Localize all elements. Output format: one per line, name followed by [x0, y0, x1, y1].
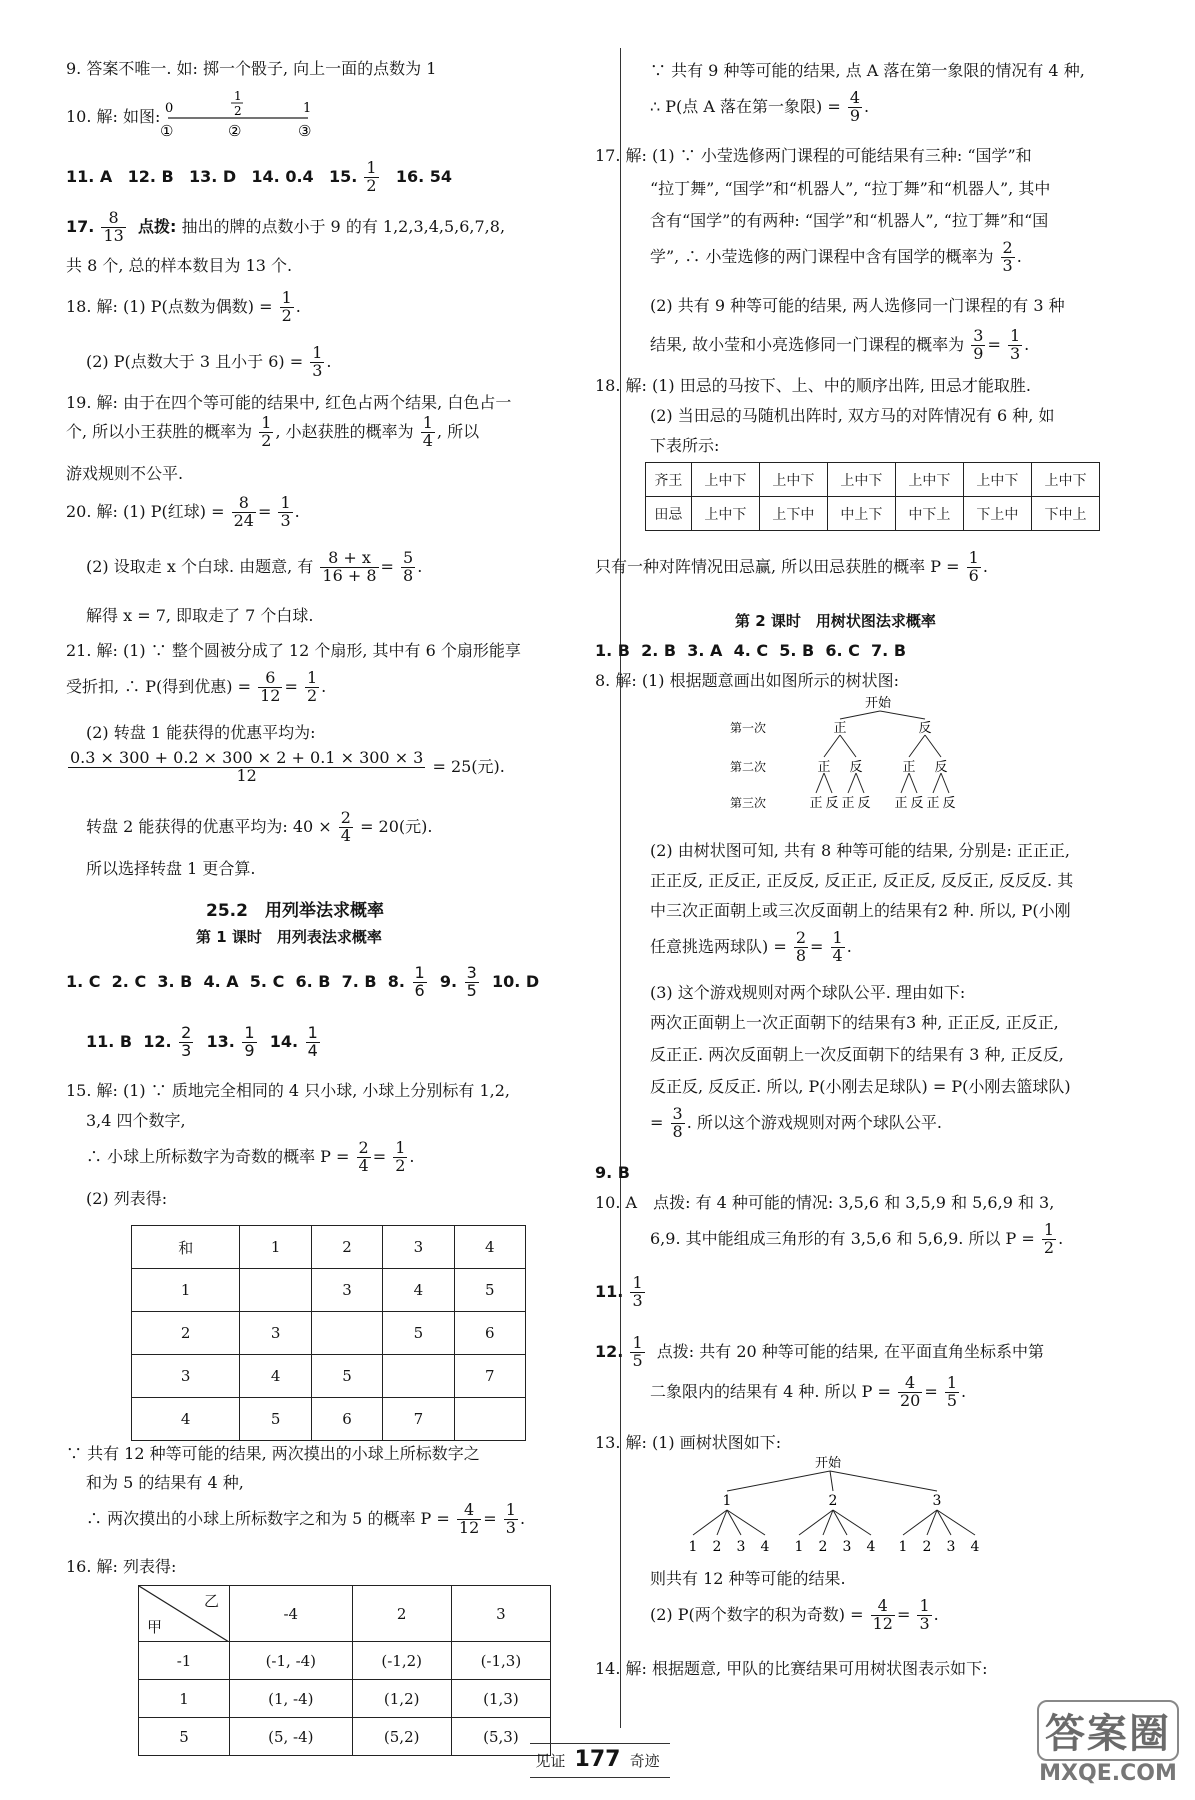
fraction: $\frac{3}{5}$: [466, 963, 477, 1000]
answer-12r: 12. $\frac{1}{5}$ 点拨: 共有 20 种等可能的结果, 在平面直角坐标系中第: [595, 1333, 1044, 1370]
answer-21-cont: 受折扣, ∴ P(得到优惠) = $\frac{6}{12}$ = $\frac{1}{2}$ .: [66, 668, 327, 705]
table-cell: 上中下: [691, 463, 759, 497]
table-cell: 1: [240, 1226, 311, 1269]
tree13-leaf: 1: [794, 1539, 804, 1555]
fraction: $\frac{1}{2}$: [1043, 1220, 1055, 1257]
fraction: $\frac{3}{8}$: [672, 1104, 683, 1141]
nl-label-half-top: 1: [234, 90, 242, 103]
answer-15-count: 和为 5 的结果有 4 种,: [86, 1473, 244, 1492]
table-cell: [240, 1269, 311, 1312]
tree13-leaf: 4: [970, 1539, 980, 1555]
tree-node-zheng: 正: [902, 760, 916, 775]
fraction: $\frac{1}{5}$: [632, 1333, 643, 1370]
table-row: [132, 1355, 526, 1398]
answer-13r-part2: (2) P(两个数字的积为奇数) = $\frac{4}{12}$ = $\frac{1}{3}$ .: [650, 1596, 939, 1633]
nl-label-half-bottom: 2: [234, 104, 242, 118]
table-cell: 7: [454, 1355, 525, 1398]
table-cell: 5: [383, 1312, 454, 1355]
answer-8-line8: 反正正. 两次反面朝上一次反面朝下的结果有 3 种, 正反反,: [650, 1045, 1064, 1064]
answer-9: 9. 答案不唯一. 如: 掷一个骰子, 向上一面的点数为 1: [66, 59, 437, 78]
table-cell: 田忌: [646, 497, 692, 531]
nl-circled-3: ③: [298, 122, 312, 140]
table-cell: 上中下: [759, 463, 827, 497]
tree13-node: 3: [932, 1493, 942, 1509]
table-cell: (-1, -4): [230, 1642, 353, 1680]
tree-start-label: 开始: [865, 696, 892, 711]
tree-node-zheng: 正: [894, 796, 908, 811]
tree13-leaf: 3: [842, 1539, 852, 1555]
answer-8-line9: 反正反, 反反正. 所以, P(小刚去足球队) = P(小刚去篮球队): [650, 1077, 1071, 1096]
tree-node-fan: 反: [825, 796, 839, 811]
lesson-title-2: 第 2 课时 用树状图法求概率: [735, 612, 936, 630]
table-cell: 5: [139, 1718, 230, 1756]
answer-19: 19. 解: 由于在四个等可能的结果中, 红色占两个结果, 白色占一: [66, 393, 512, 412]
answer-11r: 11. $\frac{1}{3}$: [595, 1273, 643, 1310]
table-row: [132, 1269, 526, 1312]
fraction: $\frac{1}{3}$: [280, 493, 291, 530]
table-cell: 5: [240, 1398, 311, 1441]
table-cell: 4: [240, 1355, 311, 1398]
table-cell: 6: [311, 1398, 382, 1441]
table-cell: -1: [139, 1642, 230, 1680]
fraction: $\frac{1}{2}$: [306, 668, 318, 705]
answer-21: 21. 解: (1) ∵ 整个圆被分成了 12 个扇形, 其中有 6 个扇形能享: [66, 641, 521, 660]
answer-9r: 9. B: [595, 1163, 630, 1182]
matchup-table-body: [646, 463, 1100, 531]
table-cell: 2: [311, 1226, 382, 1269]
fraction: $\frac{2}{4}$: [340, 808, 351, 845]
tree-node-zheng: 正: [817, 760, 831, 775]
table-cell: 下中上: [1031, 497, 1099, 531]
lesson-title-1: 第 1 课时 用列表法求概率: [196, 928, 382, 946]
fraction: $\frac{8 + x}{16 + 8}$: [322, 548, 377, 585]
table-row: [646, 463, 1100, 497]
answer-21-turntable2: 转盘 2 能获得的优惠平均为: 40 × $\frac{2}{4}$ = 20(元).: [86, 808, 433, 845]
table-cell: 下上中: [963, 497, 1031, 531]
fraction: $\frac{4}{12}$: [872, 1596, 893, 1633]
table-cell: 3: [132, 1355, 240, 1398]
answer-10r: 10. A 点拨: 有 4 种可能的情况: 3,5,6 和 3,5,9 和 5,6,9 和 3,: [595, 1193, 1055, 1212]
coordinate-table: [138, 1585, 551, 1756]
fraction: $\frac{3}{9}$: [973, 326, 984, 363]
answer-15-final: ∴ 两次摸出的小球上所标数字之和为 5 的概率 P = $\frac{4}{12}$ = $\frac{1}{3}$ .: [86, 1500, 526, 1537]
answer-15: 15. 解: (1) ∵ 质地完全相同的 4 只小球, 小球上分别标有 1,2,: [66, 1081, 510, 1100]
fraction: $\frac{1}{3}$: [1009, 326, 1021, 363]
tree-node-fan: 反: [910, 796, 924, 811]
answer-18r-3: 下表所示:: [650, 436, 720, 455]
tree13-leaf: 3: [946, 1539, 956, 1555]
fraction: $\frac{1}{3}$: [919, 1596, 930, 1633]
tree13-leaf: 2: [818, 1539, 828, 1555]
table-cell: [383, 1355, 454, 1398]
answer-10r-cont: 6,9. 其中能组成三角形的有 3,5,6 和 5,6,9. 所以 P = $\frac{1}{2}$ .: [650, 1220, 1064, 1257]
answer-16-final: ∴ P(点 A 落在第一象限) = $\frac{4}{9}$ .: [650, 88, 870, 125]
tree-node-zheng: 正: [809, 796, 823, 811]
table-cell: 中上下: [827, 497, 895, 531]
tree-node-fan: 反: [942, 796, 956, 811]
fraction: $\frac{1}{2}$: [395, 1138, 406, 1175]
nl-label-1: 1: [303, 101, 312, 116]
answer-13r: 13. 解: (1) 画树状图如下:: [595, 1433, 782, 1452]
nl-circled-2: ②: [228, 122, 242, 140]
table-cell: (-1,3): [451, 1642, 550, 1680]
tree13-leaf: 1: [898, 1539, 908, 1555]
fraction: $\frac{1}{3}$: [632, 1273, 643, 1310]
answer-13r-result: 则共有 12 种等可能的结果.: [650, 1569, 846, 1588]
table-cell: 3: [311, 1269, 382, 1312]
fraction: $\frac{8}{24}$: [233, 493, 254, 530]
fraction: $\frac{2}{3}$: [1002, 238, 1013, 275]
answer-8-part3: (3) 这个游戏规则对两个球队公平. 理由如下:: [650, 983, 966, 1002]
table-cell: 齐王: [646, 463, 692, 497]
table-cell: 中下上: [895, 497, 963, 531]
watermark-url: MXQE.COM: [1039, 1761, 1177, 1786]
answer-18r: 18. 解: (1) 田忌的马按下、上、中的顺序出阵, 田忌才能取胜.: [595, 376, 1032, 395]
tree-node-fan: 反: [857, 796, 871, 811]
fraction: $\frac{5}{8}$: [403, 548, 414, 585]
tree13-leaf: 4: [760, 1539, 770, 1555]
answer-8-line5: 任意挑选两球队) = $\frac{2}{8}$ = $\frac{1}{4}$ .: [650, 928, 852, 965]
mc-answers-1-10: 1. C 2. C 3. B 4. A 5. C 6. B 7. B 8. $\frac{1}{6}$ 9. $\frac{3}{5}$ 10. D: [66, 963, 540, 1000]
fraction: $\frac{1}{3}$: [505, 1500, 516, 1537]
fraction: $\frac{1}{3}$: [312, 343, 323, 380]
answer-21-formula: $\frac{0.3 \times 300 + 0.2 \times 300 \times 2 + 0.1 \times 300 \times 3}{12}$ = 25(元).: [70, 748, 505, 785]
fraction: $\frac{1}{9}$: [244, 1023, 255, 1060]
table-header-cell: -4: [230, 1586, 353, 1642]
answer-21-conclusion: 所以选择转盘 1 更合算.: [86, 859, 256, 878]
footer-rule-bottom: [530, 1777, 670, 1778]
footer-left-text: 见证: [535, 1752, 566, 1770]
fraction: $\frac{2}{3}$: [181, 1023, 192, 1060]
table-cell: 和: [132, 1226, 240, 1269]
answer-15-part2: (2) 列表得:: [86, 1189, 168, 1208]
answer-17-cont: 共 8 个, 总的样本数目为 13 个.: [66, 256, 293, 275]
fraction: $\frac{2}{4}$: [358, 1138, 369, 1175]
fraction: $\frac{1}{6}$: [414, 963, 425, 1000]
table-cell: (5,2): [352, 1718, 451, 1756]
matchup-table: [645, 462, 1100, 531]
mc-answers-r-1-7: 1. B 2. B 3. A 4. C 5. B 6. C 7. B: [595, 641, 907, 660]
tree-row-label: 第二次: [730, 760, 767, 774]
table-cell: 6: [454, 1312, 525, 1355]
fraction: $\frac{1}{4}$: [832, 928, 843, 965]
table-cell: 3: [240, 1312, 311, 1355]
nl-label-0: 0: [165, 101, 174, 116]
table-row: [132, 1226, 526, 1269]
table-row: [646, 497, 1100, 531]
table-cell: 5: [311, 1355, 382, 1398]
answer-17r-5: (2) 共有 9 种等可能的结果, 两人选修同一门课程的有 3 种: [650, 296, 1065, 315]
table-row: [132, 1398, 526, 1441]
fraction: $\frac{8}{13}$: [103, 208, 124, 245]
mc-answers-11-14: 11. B 12. $\frac{2}{3}$ 13. $\frac{1}{9}$ 14. $\frac{1}{4}$: [86, 1023, 318, 1060]
coin-tree-diagram: [730, 695, 1030, 820]
fraction: $\frac{2}{8}$: [795, 928, 807, 965]
table-cell: 4: [132, 1398, 240, 1441]
answer-8: 8. 解: (1) 根据题意画出如图所示的树状图:: [595, 671, 899, 690]
fraction: $\frac{4}{12}$: [458, 1500, 480, 1537]
answer-8-line4: 中三次正面朝上或三次反面朝上的结果有2 种. 所以, P(小刚: [650, 901, 1071, 920]
number-tree-diagram: [665, 1455, 1045, 1560]
tree-node-zheng: 正: [926, 796, 940, 811]
table-cell: 上中下: [895, 463, 963, 497]
footer-right-text: 奇迹: [629, 1752, 660, 1770]
answer-18r-final: 只有一种对阵情况田忌赢, 所以田忌获胜的概率 P = $\frac{1}{6}$ .: [595, 548, 988, 585]
table-cell: 4: [383, 1269, 454, 1312]
answer-8-line3: 正正反, 正反正, 正反反, 反正正, 反正反, 反反正, 反反反. 其: [650, 871, 1074, 890]
table-header-cell: 3: [451, 1586, 550, 1642]
tree-node-zheng: 正: [833, 721, 847, 736]
answer-20a: 20. 解: (1) P(红球) = $\frac{8}{24}$ = $\frac{1}{3}$ .: [66, 493, 300, 530]
tree13-start-label: 开始: [815, 1456, 842, 1471]
table-cell: 3: [383, 1226, 454, 1269]
page-footer: [0, 1747, 1195, 1772]
answer-18a: 18. 解: (1) P(点数为偶数) = $\frac{1}{2}$ .: [66, 288, 301, 325]
answer-12r-cont: 二象限内的结果有 4 种. 所以 P = $\frac{4}{20}$ = $\frac{1}{5}$ .: [650, 1373, 967, 1410]
answer-19-end: 游戏规则不公平.: [66, 464, 184, 483]
table-cell: [311, 1312, 382, 1355]
answer-17r-4: 学”, ∴ 小莹选修的两门课程中含有国学的概率为 $\frac{2}{3}$ .: [650, 238, 1022, 275]
answer-18r-2: (2) 当田忌的马随机出阵时, 双方马的对阵情况有 6 种, 如: [650, 406, 1055, 425]
table-cell: 2: [132, 1312, 240, 1355]
answer-20c: 解得 x = 7, 即取走了 7 个白球.: [86, 606, 314, 625]
answer-17r-6: 结果, 故小莹和小亮选修同一门课程的概率为 $\frac{3}{9}$ = $\frac{1}{3}$ .: [650, 326, 1030, 363]
fraction: $\frac{4}{20}$: [899, 1373, 921, 1410]
footer-rule-top: [530, 1743, 670, 1744]
tree13-leaf: 3: [736, 1539, 746, 1555]
tree-node-fan: 反: [849, 760, 863, 775]
answer-16-cont: ∵ 共有 9 种等可能的结果, 点 A 落在第一象限的情况有 4 种,: [650, 61, 1085, 80]
fraction: $\frac{4}{9}$: [849, 88, 861, 125]
fraction: $\frac{1}{2}$: [281, 288, 292, 325]
table-cell: 1: [132, 1269, 240, 1312]
tree13-leaf: 1: [688, 1539, 698, 1555]
table-cell: (1,3): [451, 1680, 550, 1718]
table-cell: 5: [454, 1269, 525, 1312]
answer-21-part2: (2) 转盘 1 能获得的优惠平均为:: [86, 723, 316, 742]
tree-row-label: 第三次: [730, 796, 767, 810]
answer-8-line10: = $\frac{3}{8}$ . 所以这个游戏规则对两个球队公平.: [650, 1104, 942, 1141]
table-cell: (1,2): [352, 1680, 451, 1718]
answer-10-label: 10. 解: 如图:: [66, 107, 161, 126]
table-cell: 上中下: [1031, 463, 1099, 497]
answer-20b: (2) 设取走 x 个白球. 由题意, 有 $\frac{8 + x}{16 + 8}$ = $\frac{5}{8}$ .: [86, 548, 423, 585]
table-cell: 上中下: [963, 463, 1031, 497]
corner-label-jia: 甲: [147, 1618, 163, 1636]
number-line-diagram: [158, 90, 338, 150]
watermark-logo: [1037, 1700, 1179, 1786]
nl-circled-1: ①: [160, 122, 174, 140]
tree13-leaf: 2: [922, 1539, 932, 1555]
fraction: $\frac{0.3 \times 300 + 0.2 \times 300 \times 2 + 0.1 \times 300 \times 3}{12}$: [70, 748, 424, 785]
answers-11-16: 11. A 12. B 13. D 14. 0.4 15. $\frac{1}{2}$ 16. 54: [66, 158, 453, 195]
fraction: $\frac{1}{4}$: [307, 1023, 318, 1060]
answer-8-line7: 两次正面朝上一次正面朝下的结果有3 种, 正正反, 正反正,: [650, 1013, 1059, 1032]
tree13-node: 1: [722, 1493, 732, 1509]
fraction: $\frac{6}{12}$: [260, 668, 281, 705]
page-number: 177: [574, 1747, 621, 1772]
table-header-cell: 2: [352, 1586, 451, 1642]
table-cell: 上中下: [691, 497, 759, 531]
fraction: $\frac{1}{2}$: [366, 158, 377, 195]
tree-node-fan: 反: [934, 760, 948, 775]
table-cell: [454, 1398, 525, 1441]
answer-15-prob: ∴ 小球上所标数字为奇数的概率 P = $\frac{2}{4}$ = $\frac{1}{2}$ .: [86, 1138, 415, 1175]
column-divider: [620, 48, 621, 1728]
fraction: $\frac{1}{5}$: [946, 1373, 958, 1410]
answer-8-part2: (2) 由树状图可知, 共有 8 种等可能的结果, 分别是: 正正正,: [650, 841, 1071, 860]
section-title: 25.2 用列举法求概率: [206, 901, 384, 921]
table-cell: 上下中: [759, 497, 827, 531]
table-corner-cell: [139, 1586, 230, 1642]
table-row: [132, 1312, 526, 1355]
table-cell: 4: [454, 1226, 525, 1269]
watermark-title: 答案圈: [1037, 1700, 1179, 1761]
corner-label-yi: 乙: [203, 1592, 219, 1610]
answer-16: 16. 解: 列表得:: [66, 1557, 177, 1576]
sum-table: [131, 1225, 526, 1441]
answer-17: 17. $\frac{8}{13}$ 点拨: 抽出的牌的点数小于 9 的有 1,2,3,4,5,6,7,8,: [66, 208, 506, 245]
table-cell: (5, -4): [230, 1718, 353, 1756]
tree13-leaf: 4: [866, 1539, 876, 1555]
table-cell: 1: [139, 1680, 230, 1718]
table-cell: (5,3): [451, 1718, 550, 1756]
table-cell: 上中下: [827, 463, 895, 497]
tree13-leaf: 2: [712, 1539, 722, 1555]
tree-node-zheng: 正: [841, 796, 855, 811]
fraction: $\frac{1}{2}$: [261, 413, 272, 450]
fraction: $\frac{1}{4}$: [422, 413, 433, 450]
table-cell: (-1,2): [352, 1642, 451, 1680]
answer-14r: 14. 解: 根据题意, 甲队的比赛结果可用树状图表示如下:: [595, 1659, 988, 1678]
table-cell: 7: [383, 1398, 454, 1441]
answer-15-total: ∵ 共有 12 种等可能的结果, 两次摸出的小球上所标数字之: [66, 1444, 480, 1463]
answer-17r-2: “拉丁舞”, “国学”和“机器人”, “拉丁舞”和“机器人”, 其中: [650, 179, 1051, 198]
tree-row-label: 第一次: [730, 721, 767, 735]
answer-17r: 17. 解: (1) ∵ 小莹选修两门课程的可能结果有三种: “国学”和: [595, 146, 1032, 165]
sum-table-body: [132, 1226, 526, 1441]
fraction: $\frac{1}{6}$: [968, 548, 979, 585]
answer-15-cont: 3,4 四个数字,: [86, 1111, 186, 1130]
answer-17r-3: 含有“国学”的有两种: “国学”和“机器人”, “拉丁舞”和“国: [650, 211, 1049, 230]
answer-18b: (2) P(点数大于 3 且小于 6) = $\frac{1}{3}$ .: [86, 343, 332, 380]
answer-19-cont: 个, 所以小王获胜的概率为 $\frac{1}{2}$ , 小赵获胜的概率为 $\frac{1}{4}$ , 所以: [66, 413, 480, 450]
table-cell: (1, -4): [230, 1680, 353, 1718]
tree-node-fan: 反: [918, 721, 932, 736]
tree13-node: 2: [828, 1493, 838, 1509]
